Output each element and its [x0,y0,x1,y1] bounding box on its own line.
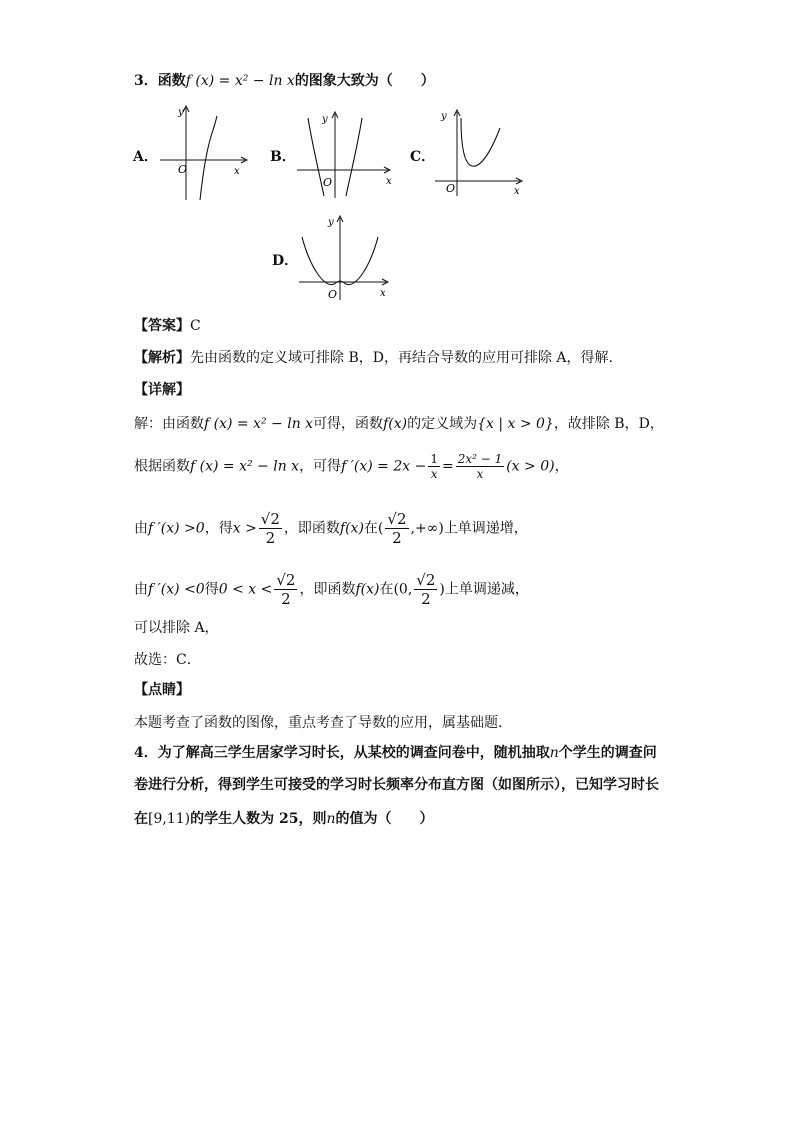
text: 根据函数 [134,458,190,475]
text: ，即函数 [283,520,340,537]
origin-label: O [328,288,338,301]
derivative: f ′(x) >0 [148,520,205,537]
axis-y-label: y [322,114,328,125]
analysis-tag: 【解析】 [134,350,190,366]
derivative: f ′(x) = 2x − [341,458,427,475]
text: 解：由函数 [134,416,204,432]
text: 由 [134,520,148,537]
detail-line-2 [134,452,569,481]
analysis-text: 先由函数的定义域可排除 B，D，再结合导数的应用可排除 A，得解. [190,350,613,366]
numerator: √2 [416,571,436,589]
analysis-line [134,348,613,368]
text: ，得 [204,520,233,537]
option-b-label: B． [270,149,296,165]
option-d-label: D． [272,253,299,269]
detail-tag-line [134,380,190,400]
detail-line-5: 可以排除 A， [134,620,219,636]
text: 上单调递减， [444,581,529,598]
detail-tag: 【详解】 [134,382,190,398]
answer-value: C [190,318,201,334]
interval-close: ,+∞) [410,520,444,537]
denominator: 2 [392,529,402,547]
fraction [274,571,297,608]
detail-line-3 [134,510,528,547]
option-b-graph [294,108,394,200]
question-number: 4． [134,745,158,761]
text: 可得，函数 [313,416,384,432]
detail-line-4 [134,571,529,608]
question-text: 为了解高三学生居家学习时长，从某校的调查问卷中，随机抽取 [157,745,550,761]
numerator: √2 [276,571,296,589]
question-text: 的值为（ ） [335,811,434,827]
text: 在 [379,581,394,598]
axis-x-label: x [514,186,520,197]
interval: [9,11) [148,811,191,827]
option-c-graph [432,106,528,198]
formula: f(x) [383,416,408,432]
axis-y-label: y [441,111,447,122]
question-number: 3． [134,73,158,89]
inequality: 0 < x < [218,581,273,598]
text: 的定义域为 [407,416,478,432]
denominator: x [476,467,484,481]
numerator: 2x² − 1 [457,452,503,466]
denominator: 2 [265,529,276,547]
text: ，故排除 B，D， [553,416,664,432]
option-d-graph [296,212,396,304]
interval-open: (0, [393,581,413,598]
origin-label: O [323,176,333,189]
option-c-label: C． [410,149,436,165]
text: ，可得 [299,458,342,475]
fraction [414,571,437,608]
formula: f (x) = x² − ln x [190,458,300,475]
comment-tag-line [134,680,190,700]
variable-n: n [549,745,559,761]
axis-y-label: y [178,107,184,118]
question-text: 的学生人数为 25，则 [190,811,327,827]
derivative: f ′(x) <0 [148,581,205,598]
denominator: 2 [421,590,431,608]
text: ， [554,458,569,475]
axis-x-label: x [234,166,240,177]
numerator: √2 [260,510,280,528]
formula: f(x) [339,520,364,537]
option-a-graph [155,102,250,204]
numerator: √2 [387,510,407,528]
text: 由 [134,581,148,598]
question-3-stem [134,71,435,91]
inequality: x > [232,520,257,537]
fraction [428,452,440,481]
comment-text: 本题考查了函数的图像，重点考查了导数的应用，属基础题. [134,715,503,731]
fraction [259,510,282,547]
fraction [456,452,505,481]
option-a-label: A． [133,149,158,165]
text: 得 [204,581,219,598]
formula: f (x) = x² − ln x [185,73,295,89]
interval-open: ( [377,520,384,537]
origin-label: O [446,182,456,195]
origin-label: O [178,163,188,176]
detail-line-6: 故选：C． [134,652,201,668]
interval-close: ) [439,581,445,598]
axis-x-label: x [386,176,392,187]
equals: = [441,458,454,475]
question-4-line-1 [134,743,657,763]
domain-set: {x | x > 0} [477,416,554,432]
detail-line-1 [134,414,664,434]
question-text: 在 [134,811,148,827]
question-4-line-3 [134,809,434,829]
denominator: 2 [281,590,291,608]
comment-tag: 【点睛】 [134,682,190,698]
text: ，即函数 [299,581,356,598]
answer-tag: 【答案】 [134,318,190,334]
text: 在 [363,520,378,537]
text: 上单调递增， [443,520,528,537]
formula: f (x) = x² − ln x [204,416,314,432]
denominator: x [430,467,438,481]
condition: (x > 0) [506,458,555,475]
fraction [385,510,408,547]
numerator: 1 [430,452,438,466]
question-text: 个学生的调查问 [558,745,657,761]
axis-x-label: x [380,288,386,299]
answer-line [134,316,201,336]
question-text: 的图象大致为（ ） [294,73,435,89]
formula: f(x) [355,581,380,598]
question-4-line-2: 卷进行分析，得到学生可接受的学习时长频率分布直方图（如图所示），已知学习时长 [134,777,659,793]
variable-n: n [326,811,336,827]
axis-y-label: y [328,217,334,228]
question-text: 函数 [157,73,186,89]
